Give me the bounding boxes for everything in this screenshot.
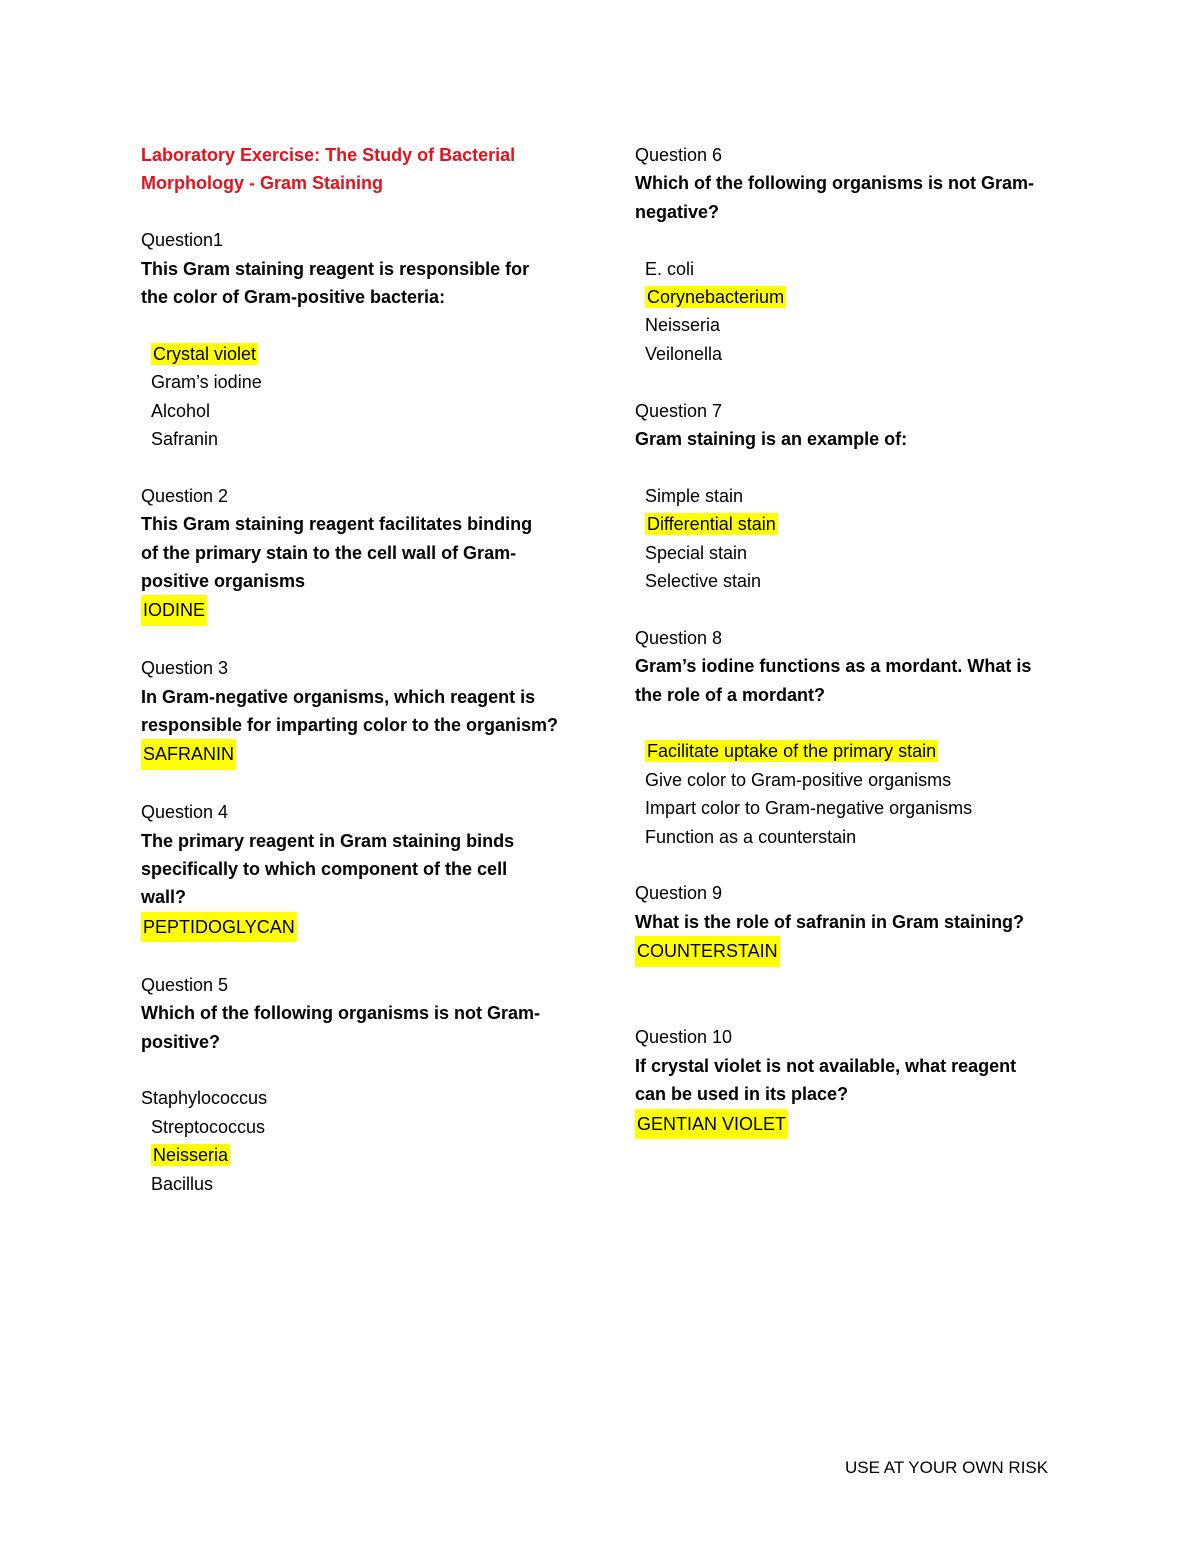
highlighted-answer: Differential stain: [647, 514, 776, 535]
highlighted-answer: Corynebacterium: [647, 287, 785, 308]
question-6: [635, 141, 1065, 368]
option-item: Alcohol: [151, 400, 211, 421]
option-item: Function as a counterstain: [645, 826, 857, 847]
question-text: This Gram staining reagent facilitates binding of the primary stain to the cell wall of Gram-positive organisms: [141, 514, 533, 592]
question-text: If crystal violet is not available, what reagent can be used in its place?: [635, 1055, 1017, 1105]
footer-disclaimer: USE AT YOUR OWN RISK: [845, 1458, 1049, 1477]
question-3: [141, 654, 571, 770]
option-item: Safranin: [151, 429, 219, 450]
question-text: Which of the following organisms is not Gram-positive?: [141, 1003, 541, 1052]
question-9: [635, 879, 1065, 966]
question-label: Question 8: [635, 627, 723, 648]
option-item: [141, 1141, 571, 1169]
question-text: In Gram-negative organisms, which reagent is responsible for imparting color to the organism?: [141, 686, 559, 736]
option-item: Veilonella: [645, 343, 723, 364]
question-label: Question 2: [141, 485, 229, 506]
highlighted-answer: SAFRANIN: [141, 739, 236, 769]
option-item: Selective stain: [645, 571, 762, 592]
question-text: Gram’s iodine functions as a mordant. What is the role of a mordant?: [635, 656, 1032, 705]
option-item: Simple stain: [645, 485, 744, 506]
option-item: [141, 340, 571, 368]
option-item: Bacillus: [151, 1173, 214, 1194]
document-title-line-2: Morphology - Gram Staining: [141, 173, 383, 194]
question-label: Question 3: [141, 658, 229, 679]
highlighted-answer: IODINE: [141, 595, 207, 625]
option-item: Special stain: [645, 542, 748, 563]
question-text: What is the role of safranin in Gram staining?: [635, 911, 1025, 932]
option-item: [635, 510, 1065, 538]
question-label: Question1: [141, 230, 224, 251]
highlighted-answer: Crystal violet: [153, 343, 257, 364]
question-label: Question 5: [141, 974, 229, 995]
question-label: Question 10: [635, 1027, 733, 1048]
question-10: [635, 1023, 1065, 1139]
option-item: [635, 283, 1065, 311]
highlighted-answer: PEPTIDOGLYCAN: [141, 912, 297, 942]
question-2: [141, 482, 571, 626]
question-7: [635, 397, 1065, 596]
question-8: [635, 624, 1065, 851]
question-label: Question 7: [635, 400, 723, 421]
question-text: Gram staining is an example of:: [635, 429, 908, 450]
highlighted-answer: GENTIAN VIOLET: [635, 1109, 788, 1139]
option-item: Give color to Gram-positive organisms: [645, 769, 952, 790]
option-item: [635, 737, 1065, 765]
highlighted-answer: COUNTERSTAIN: [635, 936, 780, 966]
option-item: Impart color to Gram-negative organisms: [645, 798, 973, 819]
question-1: [141, 226, 571, 453]
question-text: The primary reagent in Gram staining binds specifically to which component of the cell wall?: [141, 830, 515, 908]
question-label: Question 9: [635, 883, 723, 904]
question-4: [141, 798, 571, 942]
question-text: This Gram staining reagent is responsible for the color of Gram-positive bacteria:: [141, 258, 530, 308]
question-5: [141, 971, 571, 1198]
option-item: E. coli: [645, 258, 695, 279]
question-label: Question 6: [635, 145, 723, 165]
option-item: Neisseria: [645, 315, 721, 336]
option-item: Staphylococcus: [141, 1088, 268, 1109]
question-label: Question 4: [141, 802, 229, 823]
highlighted-answer: Neisseria: [153, 1145, 229, 1166]
option-item: Streptococcus: [151, 1116, 266, 1137]
right-column: [635, 141, 1065, 1139]
left-column: [141, 141, 571, 1198]
highlighted-answer: Facilitate uptake of the primary stain: [647, 741, 937, 762]
document-title-line-1: Laboratory Exercise: The Study of Bacterial: [141, 145, 516, 165]
question-text: Which of the following organisms is not Gram-negative?: [635, 173, 1035, 222]
option-item: Gram’s iodine: [151, 372, 262, 393]
